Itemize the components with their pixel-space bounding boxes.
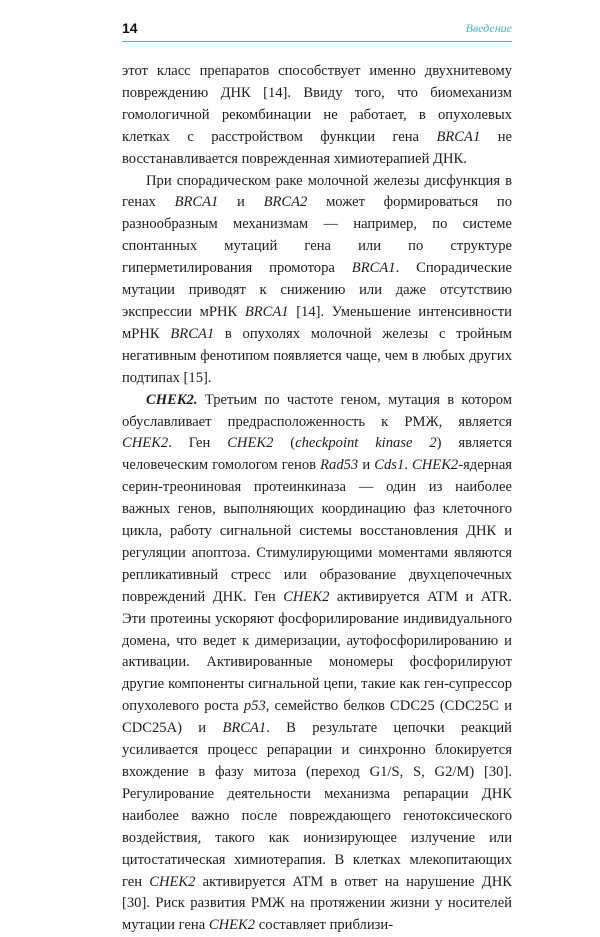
- paragraph-1: [122, 61, 512, 171]
- page-number: 14: [122, 20, 138, 36]
- text-run: При спорадическом раке молочной железы дисфункция в генах: [122, 172, 512, 211]
- running-title: Введение: [465, 21, 512, 35]
- text-run: . В результате цепочки реакций усиливается процесс репарации и синхронно блокируется вхождение в фазу митоза (переход G1/S, S, G2/M) [30]. Регулирование деятельности механизма репарации ДНК наиболее важно после повреждающего генотоксического воздействия, такого как ионизирующее излучение или цитостатическая химиотерапия. В клетках млекопитающих ген: [122, 720, 512, 890]
- italic-term: checkpoint kinase 2: [295, 435, 437, 452]
- text-run: (: [273, 435, 296, 452]
- italic-term: BRCA1: [436, 128, 481, 145]
- italic-term: BRCA1: [170, 325, 215, 342]
- italic-term: CHEK2: [122, 435, 169, 452]
- text-run: составляет приблизи-: [255, 917, 394, 934]
- text-run: в опухолях молочной железы с тройным негативным фенотипом появляется чаще, чем в любых других подтипах [15].: [122, 325, 512, 386]
- italic-term: Cds1: [374, 457, 405, 474]
- text-run: не восстанавливается поврежденная химиотерапией ДНК.: [122, 128, 512, 167]
- italic-term: BRCA1: [351, 260, 396, 277]
- paragraph-chek2: [122, 390, 512, 937]
- italic-term: CHEK2: [412, 457, 459, 474]
- body-text: [122, 61, 512, 937]
- italic-term: BRCA2: [263, 194, 308, 211]
- text-run: -ядерная серин-треониновая протеинкиназа — один из наиболее важных генов, выполняющих координацию фаз клеточного цикла, работу сигнальной системы восстановления ДНК и регуляции апоптоза. Стимулирующими моментами являются репликативный стресс или образование двухцепочечных повреждений ДНК. Ген: [122, 457, 513, 605]
- text-run: и: [358, 457, 375, 474]
- text-run: активируется ATM и ATR. Эти протеины ускоряют фосфорилирование индивидуального домена, что ведет к димеризации, аутофосфорилированию и активации. Активированные мономеры фосфорилируют другие компоненты сигнальной цепи, такие как ген-супрессор опухолевого роста: [122, 588, 512, 715]
- text-run: . Спорадические мутации приводят к снижению или даже отсутствию экспрессии мРНК: [122, 260, 512, 320]
- text-run: . Ген: [168, 435, 228, 452]
- text-run: этот класс препаратов способствует именно двухнитевому повреждению ДНК [14]. Ввиду того, что биомеханизм гомологичной рекомбинации не работает, в опухолевых клетках с расстройством функции гена: [122, 63, 512, 145]
- italic-term: CHEK2: [227, 435, 274, 452]
- italic-term: BRCA1: [174, 194, 219, 211]
- text-run: и: [218, 194, 264, 211]
- header-rule: [122, 41, 512, 42]
- text-run: ) является человеческим гомологом генов: [122, 435, 512, 474]
- italic-term: p53: [243, 698, 266, 715]
- italic-term: CHEK2: [283, 588, 330, 605]
- italic-term: CHEK2: [208, 917, 256, 934]
- section-run-in-heading: CHEK2.: [146, 391, 198, 408]
- italic-term: CHEK2: [149, 873, 196, 890]
- text-run: может формироваться по разнообразным механизмам — например, по системе спонтанных мутаций гена или по структуре гиперметилирования промотора: [122, 194, 512, 277]
- italic-term: BRCA1: [222, 720, 267, 737]
- italic-term: Rad53: [320, 457, 359, 474]
- text-run: [14]. Уменьшение интенсивности мРНК: [122, 303, 512, 342]
- text-run: , семейство белков CDC25 (CDC25C и CDC25A) и: [122, 698, 513, 737]
- paragraph-2: [122, 171, 512, 390]
- text-run: Третьим по частоте геном, мутация в котором обуславливает предрасположенность к РМЖ, является: [122, 391, 512, 430]
- text-run: .: [404, 457, 413, 474]
- page-header: [122, 18, 512, 40]
- italic-term: BRCA1: [244, 303, 289, 320]
- text-run: активируется ATM в ответ на нарушение ДНК [30]. Риск развития РМЖ на протяжении жизни у носителей мутации гена: [122, 873, 512, 934]
